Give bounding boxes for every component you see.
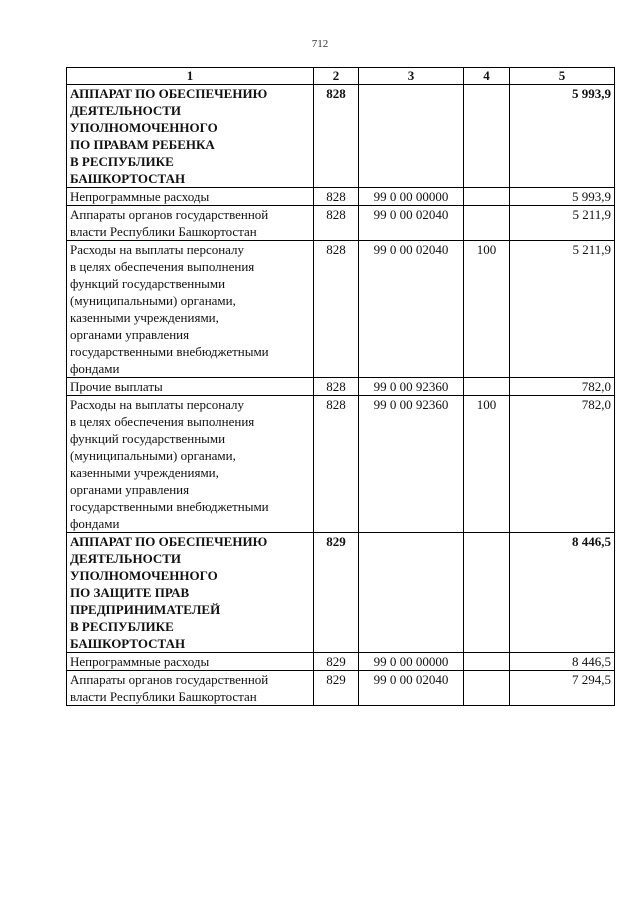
row-amount: 8 446,5	[510, 653, 615, 671]
row-target-code: 99 0 00 02040	[359, 671, 464, 706]
row-expense-type: 100	[464, 241, 510, 378]
row-amount: 782,0	[510, 396, 615, 533]
row-expense-type	[464, 85, 510, 188]
row-expense-type	[464, 206, 510, 241]
header-col-4: 4	[464, 68, 510, 85]
row-department-code: 828	[314, 396, 359, 533]
row-department-code: 829	[314, 653, 359, 671]
budget-table	[66, 67, 615, 706]
table-row	[67, 378, 615, 396]
row-target-code: 99 0 00 00000	[359, 188, 464, 206]
row-expense-type	[464, 671, 510, 706]
row-department-code: 829	[314, 671, 359, 706]
table-row	[67, 653, 615, 671]
page-number: 712	[311, 38, 329, 50]
row-target-code: 99 0 00 02040	[359, 206, 464, 241]
row-expense-type	[464, 533, 510, 653]
table-row	[67, 533, 615, 653]
row-amount: 8 446,5	[510, 533, 615, 653]
row-name: Непрограммные расходы	[67, 653, 314, 671]
row-name: Расходы на выплаты персоналу в целях обеспечения выполнения функций государственными (муниципальными) органами, казенными учреждениями, органами управления государственными внебюджетными фондами	[67, 396, 314, 533]
row-amount: 782,0	[510, 378, 615, 396]
table-row	[67, 241, 615, 378]
row-amount: 7 294,5	[510, 671, 615, 706]
row-expense-type	[464, 653, 510, 671]
table-row	[67, 206, 615, 241]
row-name: Аппараты органов государственной власти Республики Башкортостан	[67, 671, 314, 706]
row-expense-type: 100	[464, 396, 510, 533]
row-name: Аппараты органов государственной власти Республики Башкортостан	[67, 206, 314, 241]
row-name: АППАРАТ ПО ОБЕСПЕЧЕНИЮ ДЕЯТЕЛЬНОСТИ УПОЛНОМОЧЕННОГО ПО ПРАВАМ РЕБЕНКА В РЕСПУБЛИКЕ БАШКОРТОСТАН	[67, 85, 314, 188]
header-col-2: 2	[314, 68, 359, 85]
row-target-code	[359, 85, 464, 188]
row-target-code	[359, 533, 464, 653]
row-department-code: 829	[314, 533, 359, 653]
table-row	[67, 188, 615, 206]
row-amount: 5 993,9	[510, 85, 615, 188]
row-name: Прочие выплаты	[67, 378, 314, 396]
row-amount: 5 211,9	[510, 241, 615, 378]
row-department-code: 828	[314, 241, 359, 378]
table-row	[67, 671, 615, 706]
row-department-code: 828	[314, 85, 359, 188]
header-col-1: 1	[67, 68, 314, 85]
table-row	[67, 396, 615, 533]
row-amount: 5 211,9	[510, 206, 615, 241]
row-expense-type	[464, 188, 510, 206]
row-target-code: 99 0 00 92360	[359, 396, 464, 533]
row-expense-type	[464, 378, 510, 396]
row-name: Непрограммные расходы	[67, 188, 314, 206]
row-target-code: 99 0 00 92360	[359, 378, 464, 396]
row-department-code: 828	[314, 378, 359, 396]
header-col-5: 5	[510, 68, 615, 85]
row-name: АППАРАТ ПО ОБЕСПЕЧЕНИЮ ДЕЯТЕЛЬНОСТИ УПОЛНОМОЧЕННОГО ПО ЗАЩИТЕ ПРАВ ПРЕДПРИНИМАТЕЛЕЙ В РЕСПУБЛИКЕ БАШКОРТОСТАН	[67, 533, 314, 653]
row-target-code: 99 0 00 02040	[359, 241, 464, 378]
row-amount: 5 993,9	[510, 188, 615, 206]
row-department-code: 828	[314, 188, 359, 206]
row-name: Расходы на выплаты персоналу в целях обеспечения выполнения функций государственными (муниципальными) органами, казенными учреждениями, органами управления государственными внебюджетными фондами	[67, 241, 314, 378]
row-department-code: 828	[314, 206, 359, 241]
table-row	[67, 85, 615, 188]
header-col-3: 3	[359, 68, 464, 85]
header-row	[67, 68, 615, 85]
row-target-code: 99 0 00 00000	[359, 653, 464, 671]
